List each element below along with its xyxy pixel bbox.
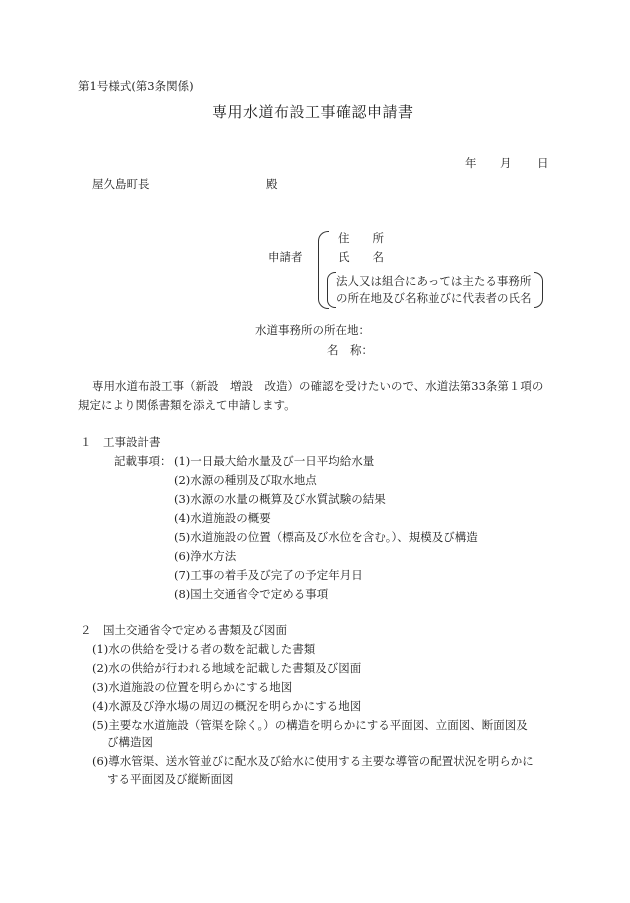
applicant-name-label: 氏 名	[338, 250, 384, 264]
section1-item: (2)水源の種別及び取水地点	[174, 473, 317, 487]
office-name-label: 名 称：	[327, 343, 373, 357]
applicant-label: 申請者	[268, 250, 303, 264]
applicant-note-line2: の所在地及び名称並びに代表者の氏名	[336, 291, 532, 305]
section2-item: (4)水源及び浄水場の周辺の概況を明らかにする地図	[92, 699, 362, 713]
addressee-suffix: 殿	[266, 177, 278, 191]
section1-item: (3)水源の水量の概算及び水質試験の結果	[174, 492, 386, 506]
section2-item: (5)主要な水道施設（管渠を除く。）の構造を明らかにする平面図、立面図、断面図及	[92, 718, 528, 732]
section1-items-label: 記載事項：	[114, 454, 172, 468]
section1-item: (6)浄水方法	[174, 549, 237, 563]
section2-heading: ２ 国土交通省令で定める書類及び図面	[80, 623, 287, 637]
section1-item: (4)水道施設の概要	[174, 511, 271, 525]
section2-item: (2)水の供給が行われる地域を記載した書類及び図面	[92, 661, 362, 675]
section2-item: (1)水の供給を受ける者の数を記載した書類	[92, 642, 316, 656]
date-day: 日	[537, 156, 549, 170]
note-left-paren	[327, 272, 336, 308]
section2-item: (6)導水管渠、送水管並びに配水及び給水に使用する主要な導管の配置状況を明らかに	[92, 754, 534, 768]
section1-item: (5)水道施設の位置（標高及び水位を含む。）、規模及び構造	[174, 530, 478, 544]
applicant-note-line1: 法人又は組合にあっては主たる事務所	[336, 274, 532, 288]
note-right-paren	[534, 272, 543, 308]
section1-item: (8)国土交通省令で定める事項	[174, 587, 329, 601]
applicant-address-label: 住 所	[338, 231, 384, 245]
office-location-label: 水道事務所の所在地：	[255, 323, 370, 337]
section2-item: (3)水道施設の位置を明らかにする地図	[92, 680, 293, 694]
form-number: 第1号様式(第3条関係)	[78, 79, 194, 93]
page-title: 専用水道布設工事確認申請書	[212, 103, 414, 121]
section1-item: (7)工事の着手及び完了の予定年月日	[174, 568, 363, 582]
section2-item-continued: び構造図	[107, 735, 153, 749]
body-text-line1: 専用水道布設工事（新設 増設 改造）の確認を受けたいので、水道法第33条第１項の	[92, 379, 544, 393]
addressee-name: 屋久島町長	[92, 177, 150, 191]
date-year: 年	[465, 156, 477, 170]
date-month: 月	[500, 156, 512, 170]
section1-item: (1)一日最大給水量及び一日平均給水量	[174, 454, 375, 468]
section1-heading: １ 工事設計書	[80, 435, 161, 449]
body-text-line2: 規定により関係書類を添えて申請します。	[78, 398, 296, 412]
section2-item-continued: する平面図及び縦断面図	[107, 772, 234, 786]
